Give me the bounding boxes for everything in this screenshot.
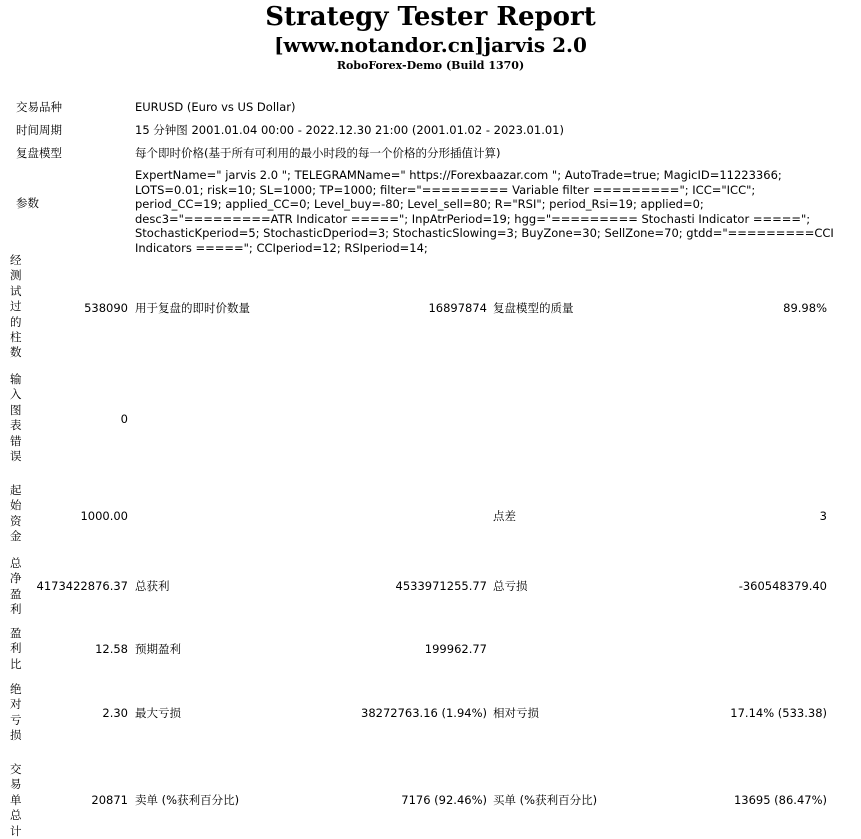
profit-factor-label: 盈利比 — [10, 626, 22, 671]
max-drawdown-value: 38272763.16 (1.94%) — [361, 706, 487, 720]
spread-label: 点差 — [493, 509, 516, 523]
payoff-label: 预期盈利 — [135, 642, 181, 656]
ticks-label: 用于复盘的即时价数量 — [135, 301, 250, 315]
period-value: 15 分钟图 2001.01.04 00:00 - 2022.12.30 21:00 (2001.01.02 - 2023.01.01) — [135, 123, 564, 137]
payoff-value: 199962.77 — [424, 642, 487, 656]
bars-value: 538090 — [84, 301, 128, 315]
long-positions-label: 买单 (%获利百分比) — [493, 793, 598, 807]
gross-profit-value: 4533971255.77 — [395, 579, 487, 593]
short-positions-value: 7176 (92.46%) — [401, 793, 487, 807]
quality-label: 复盘模型的质量 — [493, 301, 574, 315]
server-build: RoboForex-Demo (Build 1370) — [336, 59, 525, 72]
ticks-value: 16897874 — [428, 301, 487, 315]
profit-factor-value: 12.58 — [95, 642, 128, 656]
deposit-value: 1000.00 — [80, 509, 128, 523]
symbol-label: 交易品种 — [16, 100, 62, 114]
params-label: 参数 — [16, 196, 39, 210]
net-profit-label: 总净盈利 — [10, 556, 22, 617]
model-label: 复盘模型 — [16, 146, 62, 160]
deposit-label: 起始资金 — [10, 483, 22, 544]
total-trades-label: 交易单总计 — [10, 762, 22, 838]
gross-loss-value: -360548379.40 — [738, 579, 827, 593]
long-positions-value: 13695 (86.47%) — [733, 793, 827, 807]
errors-label: 输入图表错误 — [10, 372, 22, 464]
model-value: 每个即时价格(基于所有可利用的最小时段的每一个价格的分形插值计算) — [135, 146, 501, 160]
symbol-value: EURUSD (Euro vs US Dollar) — [135, 100, 296, 114]
net-profit-value: 4173422876.37 — [36, 579, 128, 593]
spread-value: 3 — [819, 509, 827, 523]
quality-value: 89.98% — [783, 301, 827, 315]
rel-drawdown-label: 相对亏损 — [493, 706, 539, 720]
gross-profit-label: 总获利 — [135, 579, 170, 593]
abs-drawdown-value: 2.30 — [102, 706, 128, 720]
report-title: Strategy Tester Report — [265, 2, 596, 32]
bars-label: 经测试过的柱数 — [10, 253, 22, 360]
params-value: ExpertName=" jarvis 2.0 "; TELEGRAMName=" https://Forexbaazar.com "; AutoTrade=true; MagicID=11223366; LOTS=0.01; risk=10; SL=1000; TP=1000; filter="========= Variable filter ========="; ICC="ICC"; period_CC=19; applied_CC=0; Level_buy=-80; Level_sell=80; R="RSI"; period_Rsi=19; applied=0; desc3="=========ATR Indicator ====="; InpAtrPeriod=19; hgg="========= Stochasti Indicator ====="; StochasticKperiod=5; StochasticDperiod=3; StochasticSlowing=3; BuyZone=30; SellZone=70; gtdd="=========CCI Indicators ====="; CCIperiod=12; RSIperiod=14; — [135, 168, 834, 255]
errors-value: 0 — [120, 412, 128, 426]
total-trades-value: 20871 — [91, 793, 128, 807]
expert-name: [www.notandor.cn]jarvis 2.0 — [274, 33, 587, 57]
period-label: 时间周期 — [16, 123, 62, 137]
max-drawdown-label: 最大亏损 — [135, 706, 181, 720]
gross-loss-label: 总亏损 — [493, 579, 528, 593]
rel-drawdown-value: 17.14% (533.38) — [730, 706, 827, 720]
short-positions-label: 卖单 (%获利百分比) — [135, 793, 240, 807]
abs-drawdown-label: 绝对亏损 — [10, 682, 22, 743]
